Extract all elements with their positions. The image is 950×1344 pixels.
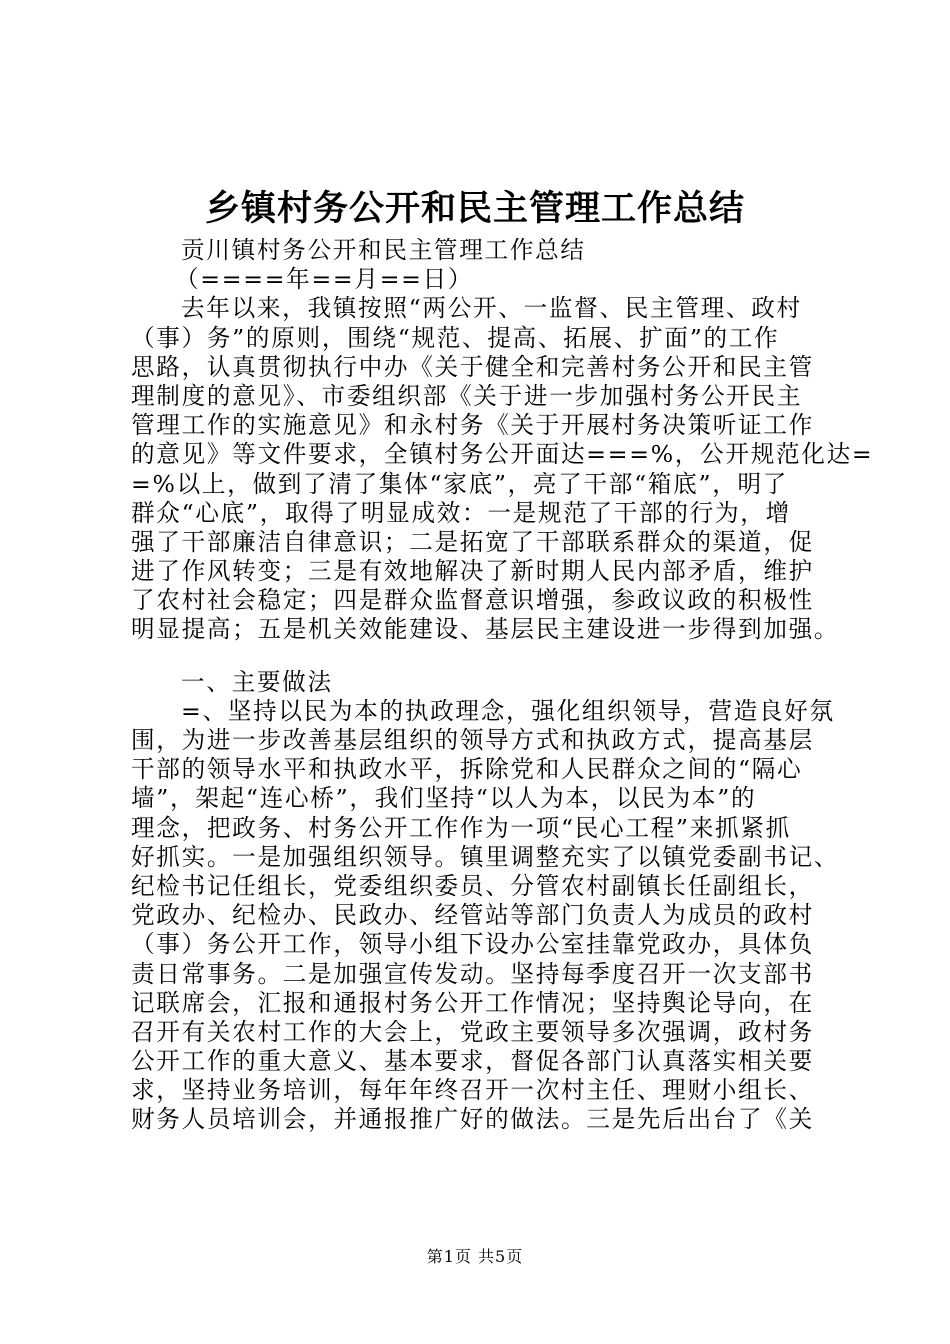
section-heading: 一、主要做法: [181, 667, 333, 696]
paragraph-line: 理念，把政务、村务公开工作作为一项“民心工程”来抓紧抓: [131, 813, 791, 842]
paragraph-line: 公开工作的重大意义、基本要求，督促各部门认真落实相关要: [131, 1047, 814, 1076]
paragraph-gap: [131, 645, 851, 668]
document-body: [131, 236, 874, 1135]
paragraph-line: 了农村社会稳定；四是群众监督意识增强，参政议政的积极性: [131, 586, 814, 615]
paragraph-line: 明显提高；五是机关效能建设、基层民主建设进一步得到加强。: [131, 615, 840, 644]
document-title: 乡镇村务公开和民主管理工作总结: [204, 188, 745, 229]
paragraph-line: 理制度的意见》、市委组织部《关于进一步加强村务公开民主: [131, 381, 803, 410]
document-date: （====年==月==日）: [175, 265, 474, 294]
paragraph-line: 管理工作的实施意见》和永村务《关于开展村务决策听证工作: [131, 411, 814, 440]
paragraph-line: 好抓实。一是加强组织领导。镇里调整充实了以镇党委副书记、: [131, 842, 840, 871]
paragraph-line: 干部的领导水平和执政水平，拆除党和人民群众之间的“隔心: [131, 755, 803, 784]
paragraph-line: 进了作风转变；三是有效地解决了新时期人民内部矛盾，维护: [131, 557, 814, 586]
document-subtitle: 贡川镇村务公开和民主管理工作总结: [181, 236, 586, 264]
paragraph-line: 强了干部廉洁自律意识；二是拓宽了干部联系群众的渠道，促: [131, 527, 814, 556]
paragraph-line: =%以上，做到了清了集体“家底”，亮了干部“箱底”，明了: [131, 469, 789, 498]
paragraph-line: 财务人员培训会，并通报推广好的做法。三是先后出台了《关: [131, 1105, 814, 1134]
paragraph-line: 去年以来，我镇按照“两公开、一监督、民主管理、政村: [181, 294, 802, 323]
paragraph-line: 召开有关农村工作的大会上，党政主要领导多次强调，政村务: [131, 1017, 814, 1046]
paragraph-line: =、坚持以民为本的执政理念，强化组织领导，营造良好氛: [181, 696, 835, 725]
paragraph-line: 纪检书记任组长，党委组织委员、分管农村副镇长任副组长，: [131, 871, 814, 900]
paragraph-line: （事）务公开工作，领导小组下设办公室挂靠党政办，具体负: [131, 930, 814, 959]
paragraph-line: 的意见》等文件要求，全镇村务公开面达===%，公开规范化达=: [131, 440, 874, 469]
paragraph-line: （事）务”的原则，围绕“规范、提高、拓展、扩面”的工作: [131, 323, 780, 352]
paragraph-line: 责日常事务。二是加强宣传发动。坚持每季度召开一次支部书: [131, 959, 814, 988]
paragraph-line: 墙”，架起“连心桥”，我们坚持“以人为本，以民为本”的: [131, 784, 757, 813]
paragraph-line: 思路，认真贯彻执行中办《关于健全和完善村务公开和民主管: [131, 352, 814, 381]
paragraph-line: 党政办、纪检办、民政办、经管站等部门负责人为成员的政村: [131, 901, 814, 930]
paragraph-line: 围，为进一步改善基层组织的领导方式和执政方式，提高基层: [131, 726, 814, 754]
paragraph-line: 群众“心底”，取得了明显成效：一是规范了干部的行为，增: [131, 498, 791, 527]
page-footer: 第1页 共5页: [426, 1247, 524, 1266]
paragraph-line: 求，坚持业务培训，每年年终召开一次村主任、理财小组长、: [131, 1076, 814, 1105]
paragraph-line: 记联席会，汇报和通报村务公开工作情况；坚持舆论导向，在: [131, 988, 814, 1017]
